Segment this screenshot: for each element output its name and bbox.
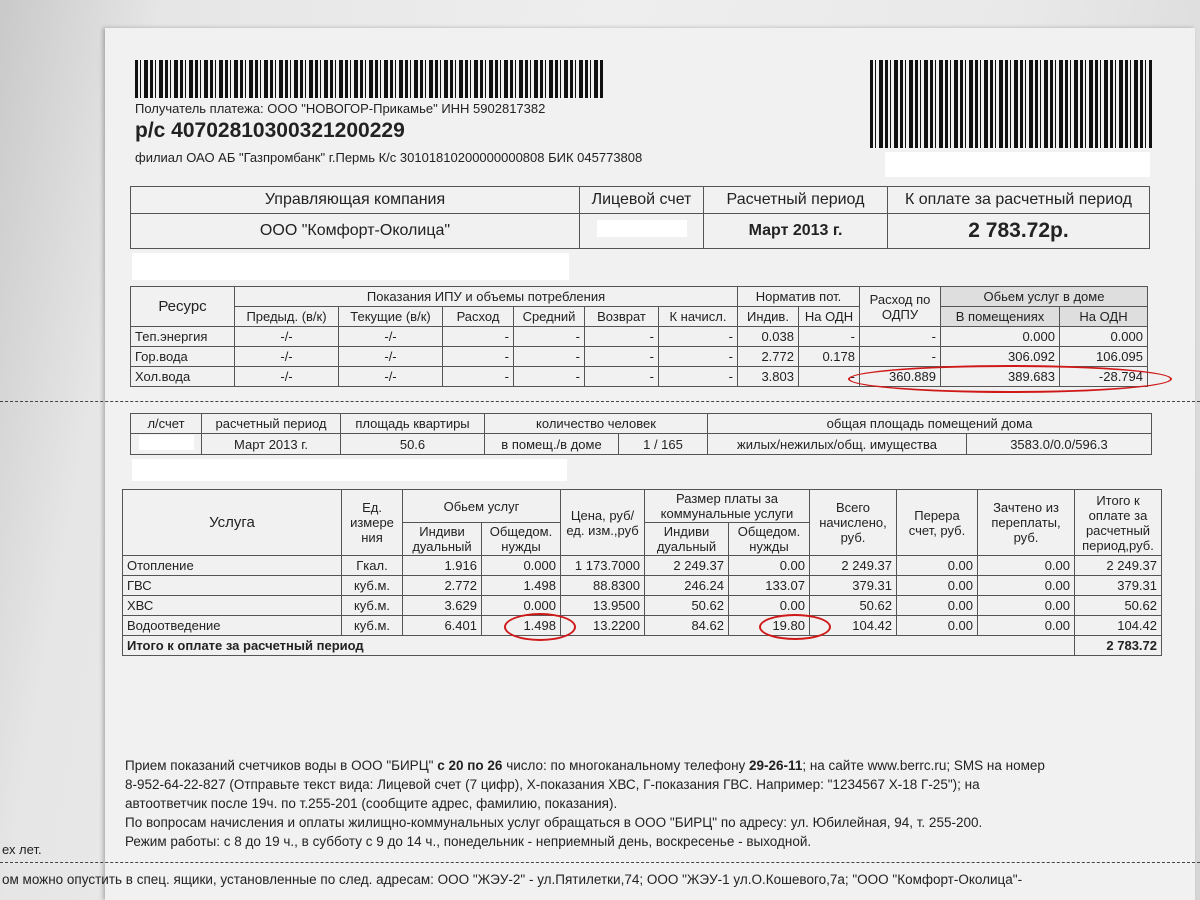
charge-service: ХВС	[123, 596, 342, 616]
header-due: К оплате за расчетный период	[888, 187, 1150, 214]
meter-cell: 0.038	[738, 327, 799, 347]
meter-cell: -	[659, 367, 738, 387]
account-number: р/с 40702810300321200229	[135, 119, 405, 142]
footer-bold: с 20 по 26	[437, 758, 503, 773]
ch-h-volume: Обьем услуг	[403, 490, 561, 523]
meter-cell: -/-	[339, 367, 443, 387]
recipient-line: Получатель платежа: ООО "НОВОГОР-Прикамье" ИНН 5902817382	[135, 101, 546, 116]
charge-cell: 0.000	[482, 596, 561, 616]
meter-cell: -	[514, 367, 585, 387]
apt-h-area: площадь квартиры	[341, 414, 485, 434]
charge-cell: 0.00	[897, 616, 978, 636]
apt-area: 50.6	[341, 434, 485, 455]
sub-current: Текущие (в/к)	[339, 307, 443, 327]
charges-table	[122, 489, 1162, 656]
charge-cell: 13.2200	[561, 616, 645, 636]
meter-cell: 306.092	[941, 347, 1060, 367]
ch-h-vol-ind: Индиви дуальный	[403, 523, 482, 556]
charge-cell: 50.62	[1075, 596, 1162, 616]
charge-row	[123, 556, 1162, 576]
redacted-account	[597, 220, 687, 237]
ch-h-pay-ind: Индиви дуальный	[645, 523, 729, 556]
charge-cell: 0.00	[978, 616, 1075, 636]
charge-row	[123, 576, 1162, 596]
company-name: ООО "Комфорт-Околица"	[131, 214, 580, 249]
sub-norm-odn: На ОДН	[799, 307, 860, 327]
footer-line-4: По вопросам начисления и оплаты жилищно-коммунальных услуг обращаться в ООО "БИРЦ" по адресу: ул. Юбилейная, 94, т. 255-200.	[125, 815, 983, 830]
ch-h-recalc: Перера счет, руб.	[897, 490, 978, 556]
meter-cell: 0.000	[1060, 327, 1148, 347]
meter-cell: -	[514, 347, 585, 367]
charge-cell: куб.м.	[342, 596, 403, 616]
apt-people: 1 / 165	[619, 434, 708, 455]
charge-cell: 246.24	[645, 576, 729, 596]
redacted-apt-account	[139, 435, 194, 450]
charge-cell: 13.9500	[561, 596, 645, 616]
charge-cell: 0.00	[978, 576, 1075, 596]
charge-cell: 2 249.37	[1075, 556, 1162, 576]
charge-cell: 0.00	[729, 596, 810, 616]
footer-line-3: автоответчик после 19ч. по т.255-201 (сообщите адрес, фамилию, показания).	[125, 796, 618, 811]
apt-h-account: л/счет	[131, 414, 202, 434]
charge-cell: 133.07	[729, 576, 810, 596]
charge-service: Отопление	[123, 556, 342, 576]
bank-line: филиал ОАО АБ "Газпромбанк" г.Пермь К/с 30101810200000000808 БИК 045773808	[135, 150, 643, 165]
sub-norm-ind: Индив.	[738, 307, 799, 327]
meter-cell: 3.803	[738, 367, 799, 387]
footer-notes	[125, 756, 1175, 851]
meter-cell: -	[659, 327, 738, 347]
meter-cell: -/-	[235, 367, 339, 387]
charge-service: ГВС	[123, 576, 342, 596]
charge-cell: куб.м.	[342, 576, 403, 596]
col-odpu: Расход по ОДПУ	[860, 287, 941, 327]
highlight-oval-odpu	[848, 365, 1172, 393]
ch-h-service: Услуга	[123, 490, 342, 556]
charge-cell: 104.42	[1075, 616, 1162, 636]
charge-cell: 0.00	[978, 556, 1075, 576]
ch-h-pay-common: Общедом. нужды	[729, 523, 810, 556]
col-house: Обьем услуг в доме	[941, 287, 1148, 307]
cut-line-bottom	[0, 862, 1200, 863]
redacted-address	[885, 152, 1150, 177]
apartment-table	[130, 413, 1152, 455]
charge-cell: 84.62	[645, 616, 729, 636]
meter-cell: -/-	[235, 327, 339, 347]
meter-cell: 0.000	[941, 327, 1060, 347]
footer-text: Прием показаний счетчиков воды в ООО "БИРЦ"	[125, 758, 438, 773]
meter-cell: 106.095	[1060, 347, 1148, 367]
charge-cell: 6.401	[403, 616, 482, 636]
meter-cell: -	[799, 367, 860, 387]
apt-account-cell	[131, 434, 202, 455]
charge-cell: 88.8300	[561, 576, 645, 596]
apt-h-people: количество человек	[485, 414, 708, 434]
charge-cell: 379.31	[1075, 576, 1162, 596]
charge-total-row	[123, 636, 1162, 656]
meter-cell: -	[585, 367, 659, 387]
footer-line-2: 8-952-64-22-827 (Отправьте текст вида: Лицевой счет (7 цифр), Х-показания ХВС, Г-показания ГВС. Например: "1234567 Х-18 Г-25"); на	[125, 777, 980, 792]
apt-h-house-area: общая площадь помещений дома	[708, 414, 1152, 434]
ch-h-pay: Размер платы за коммунальные услуги	[645, 490, 810, 523]
charge-cell: 0.00	[978, 596, 1075, 616]
charge-cell: 2 249.37	[645, 556, 729, 576]
apt-house-area: 3583.0/0.0/596.3	[967, 434, 1152, 455]
meter-cell: -/-	[339, 347, 443, 367]
charge-row	[123, 616, 1162, 636]
sub-rooms: В помещениях	[941, 307, 1060, 327]
charge-total-value: 2 783.72	[1075, 636, 1162, 656]
header-account: Лицевой счет	[580, 187, 704, 214]
charge-cell: 1.498	[482, 616, 561, 636]
ch-h-unit: Ед. измере ния	[342, 490, 403, 556]
ch-h-vol-common: Общедом. нужды	[482, 523, 561, 556]
apt-h-period: расчетный период	[202, 414, 341, 434]
footer-text: число: по многоканальному телефону	[502, 758, 750, 773]
charge-total-label: Итого к оплате за расчетный период	[123, 636, 1075, 656]
period-value: Март 2013 г.	[704, 214, 888, 249]
header-period: Расчетный период	[704, 187, 888, 214]
ch-h-final: Итого к оплате за расчетный период,руб.	[1075, 490, 1162, 556]
ch-h-credited: Зачтено из переплаты, руб.	[978, 490, 1075, 556]
charge-cell: 50.62	[810, 596, 897, 616]
footer-bold: 29-26-11	[749, 758, 803, 773]
charge-cell: 19.80	[729, 616, 810, 636]
sub-charge: К начисл.	[659, 307, 738, 327]
sub-house-odn: На ОДН	[1060, 307, 1148, 327]
summary-table	[130, 186, 1150, 249]
sub-usage: Расход	[443, 307, 514, 327]
meter-cell: -	[443, 327, 514, 347]
meter-cell: -	[585, 327, 659, 347]
meter-cell: 389.683	[941, 367, 1060, 387]
highlight-oval-hvs-payment	[759, 614, 831, 640]
account-cell	[580, 214, 704, 249]
meter-cell: -/-	[339, 327, 443, 347]
meter-resource: Хол.вода	[131, 367, 235, 387]
meter-cell: -	[799, 327, 860, 347]
charge-row	[123, 596, 1162, 616]
col-ipu: Показания ИПУ и объемы потребления	[235, 287, 738, 307]
meter-cell: -/-	[235, 347, 339, 367]
redacted-block-1	[132, 253, 569, 280]
col-norm: Норматив пот.	[738, 287, 860, 307]
sub-average: Средний	[514, 307, 585, 327]
highlight-oval-hvs-volume	[504, 613, 576, 641]
meter-resource: Гор.вода	[131, 347, 235, 367]
sub-return: Возврат	[585, 307, 659, 327]
cut-line	[0, 401, 1200, 402]
footer-line-1	[125, 756, 1175, 775]
meter-cell: 360.889	[860, 367, 941, 387]
charge-cell: 0.000	[482, 556, 561, 576]
charge-cell: куб.м.	[342, 616, 403, 636]
meter-row	[131, 327, 1148, 347]
charge-cell: 379.31	[810, 576, 897, 596]
apt-period: Март 2013 г.	[202, 434, 341, 455]
charge-cell: 0.00	[897, 596, 978, 616]
left-fragment: ех лет.	[2, 842, 42, 857]
redacted-block-2	[132, 459, 567, 481]
meter-cell: 0.178	[799, 347, 860, 367]
footer-line-5: Режим работы: с 8 до 19 ч., в субботу с 9 до 14 ч., понедельник - неприемный день, воскресенье - выходной.	[125, 834, 812, 849]
charge-cell: 50.62	[645, 596, 729, 616]
meter-cell: -	[860, 347, 941, 367]
charge-service: Водоотведение	[123, 616, 342, 636]
charge-cell: 0.00	[729, 556, 810, 576]
meter-cell: -	[443, 367, 514, 387]
footer-text: ; на сайте www.berrc.ru; SMS на номер	[802, 758, 1045, 773]
charge-cell: 1 173.7000	[561, 556, 645, 576]
charge-cell: 0.00	[897, 576, 978, 596]
bottom-fragment: ом можно опустить в спец. ящики, установленные по след. адресам: ООО "ЖЭУ-2" - ул.Пятилетки,74; ООО "ЖЭУ-1 ул.О.Кошевого,7а; "ООО "Комфорт-Околица"-	[2, 872, 1023, 887]
ch-h-total: Всего начислено, руб.	[810, 490, 897, 556]
charge-cell: 2.772	[403, 576, 482, 596]
amount-due: 2 783.72р.	[888, 214, 1150, 249]
apt-house-label: жилых/нежилых/общ. имущества	[708, 434, 967, 455]
meter-resource: Теп.энергия	[131, 327, 235, 347]
meter-cell: -	[659, 347, 738, 367]
apt-people-label: в помещ./в доме	[485, 434, 619, 455]
meter-cell: -28.794	[1060, 367, 1148, 387]
charge-cell: Гкал.	[342, 556, 403, 576]
charge-cell: 1.498	[482, 576, 561, 596]
charge-cell: 3.629	[403, 596, 482, 616]
header-company: Управляющая компания	[131, 187, 580, 214]
right-barcode	[870, 60, 1152, 148]
meter-cell: -	[514, 327, 585, 347]
meter-row	[131, 347, 1148, 367]
charge-cell: 104.42	[810, 616, 897, 636]
ch-h-price: Цена, руб/ед. изм.,руб	[561, 490, 645, 556]
meter-cell: 2.772	[738, 347, 799, 367]
charge-cell: 2 249.37	[810, 556, 897, 576]
left-barcode	[135, 60, 605, 98]
meter-cell: -	[585, 347, 659, 367]
meter-cell: -	[443, 347, 514, 367]
sub-prev: Предыд. (в/к)	[235, 307, 339, 327]
charge-cell: 0.00	[897, 556, 978, 576]
col-resource: Ресурс	[131, 287, 235, 327]
meter-cell: -	[860, 327, 941, 347]
charge-cell: 1.916	[403, 556, 482, 576]
